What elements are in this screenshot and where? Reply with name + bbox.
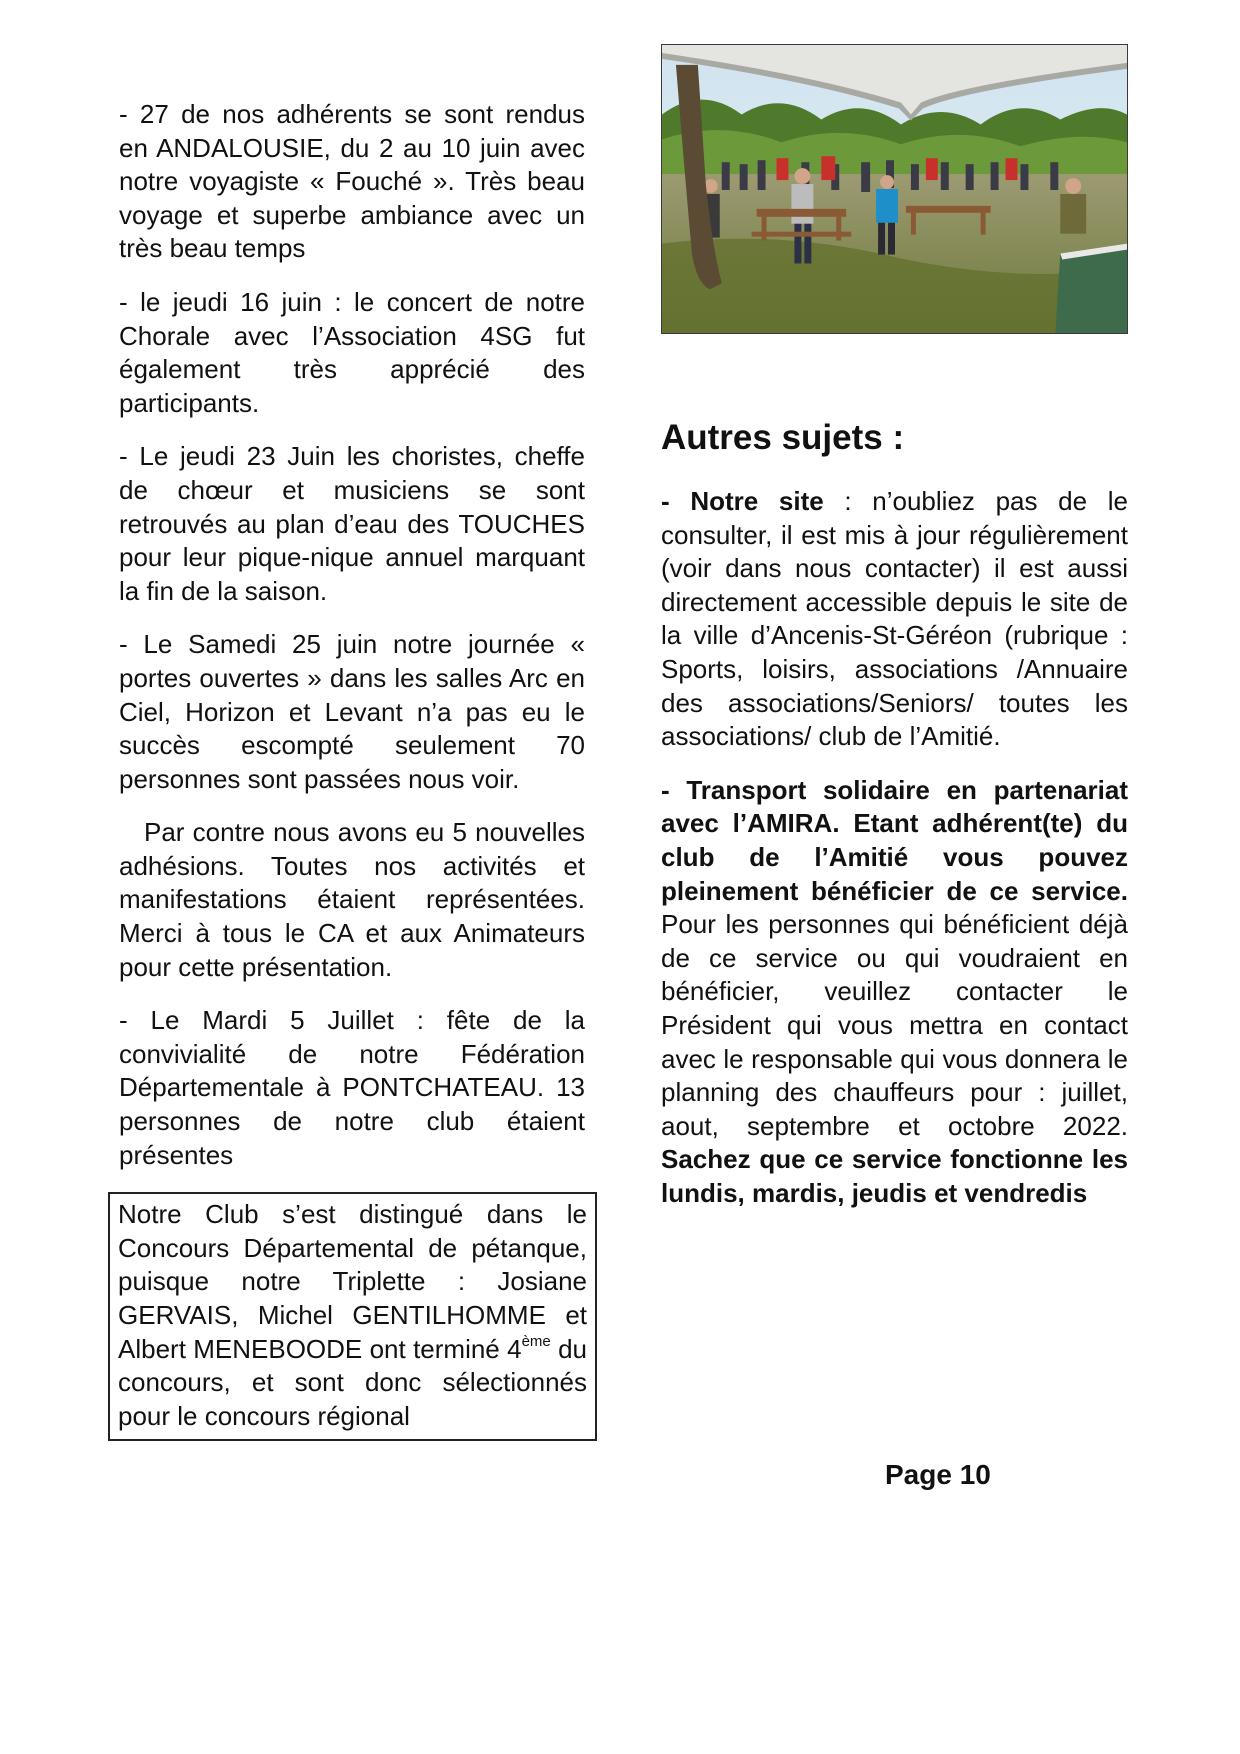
paragraph-site (661, 485, 1128, 754)
box-text-before: Notre Club s’est distingué dans le Concours Départemental de pétanque, puisque notre Triplette : Josiane GERVAIS, Michel GENTILHOMME et Albert MENEBOODE ont terminé 4 (118, 1199, 587, 1364)
petanque-note-box (108, 1192, 597, 1441)
paragraph-transport (661, 774, 1128, 1211)
box-superscript: ème (521, 1332, 551, 1350)
paragraph-concert: - le jeudi 16 juin : le concert de notre Chorale avec l’Association 4SG fut également très apprécié des participants. (119, 286, 585, 418)
paragraph-convivialite: - Le Mardi 5 Juillet : fête de la convivialité de notre Fédération Départementale à PONTCHATEAU. 13 personnes de notre club étaient présentes (119, 1005, 585, 1170)
site-text: : n’oubliez pas de le consulter, il est mis à jour régulièrement (voir dans nous contacter) il est aussi directement accessible depuis le site de la ville d’Ancenis-St-Géréon (rubrique : Sports, loisirs, associations /Annuaire des associations/Seniors/ toutes les associations/ club de l’Amitié. (661, 486, 1128, 752)
paragraph-adhesions: Par contre nous avons eu 5 nouvelles adhésions. Toutes nos activités et manifestations étaient représentées. Merci à tous le CA et aux Animateurs pour cette présentation. (119, 817, 585, 982)
photo-illustration (662, 45, 1127, 333)
left-column (119, 98, 585, 1441)
transport-bold-intro: - Transport solidaire en partenariat avec l’AMIRA. Etant adhérent(te) du club de l’Amitié vous pouvez pleinement bénéficier de ce service. (661, 774, 1128, 906)
section-heading: Autres sujets : (661, 418, 905, 457)
site-lead: - Notre site (661, 486, 824, 516)
transport-bold-outro: Sachez que ce service fonctionne les lundis, mardis, jeudis et vendredis (661, 1144, 1128, 1208)
right-column (661, 485, 1128, 1230)
outdoor-gathering-photo (661, 44, 1128, 334)
page-number: Page 10 (885, 1459, 991, 1490)
paragraph-andalousie: - 27 de nos adhérents se sont rendus en ANDALOUSIE, du 2 au 10 juin avec notre voyagiste « Fouché ». Très beau voyage et superbe ambiance avec un très beau temps (119, 99, 585, 264)
box-text-after: du concours, et sont donc sélectionnés pour le concours régional (118, 1333, 587, 1431)
paragraph-pique-nique: - Le jeudi 23 Juin les choristes, cheffe de chœur et musiciens se sont retrouvés au plan d’eau des TOUCHES pour leur pique-nique annuel marquant la fin de la saison. (119, 441, 585, 606)
paragraph-portes-ouvertes: - Le Samedi 25 juin notre journée « portes ouvertes » dans les salles Arc en Ciel, Horizon et Levant n’a pas eu le succès escompté seulement 70 personnes sont passées nous voir. (119, 629, 585, 794)
transport-text: Pour les personnes qui bénéficient déjà de ce service ou qui voudraient en bénéficier, veuillez contacter le Président qui vous mettra en contact avec le responsable qui vous donnera le planning des chauffeurs pour : juillet, aout, septembre et octobre 2022. (661, 909, 1128, 1141)
